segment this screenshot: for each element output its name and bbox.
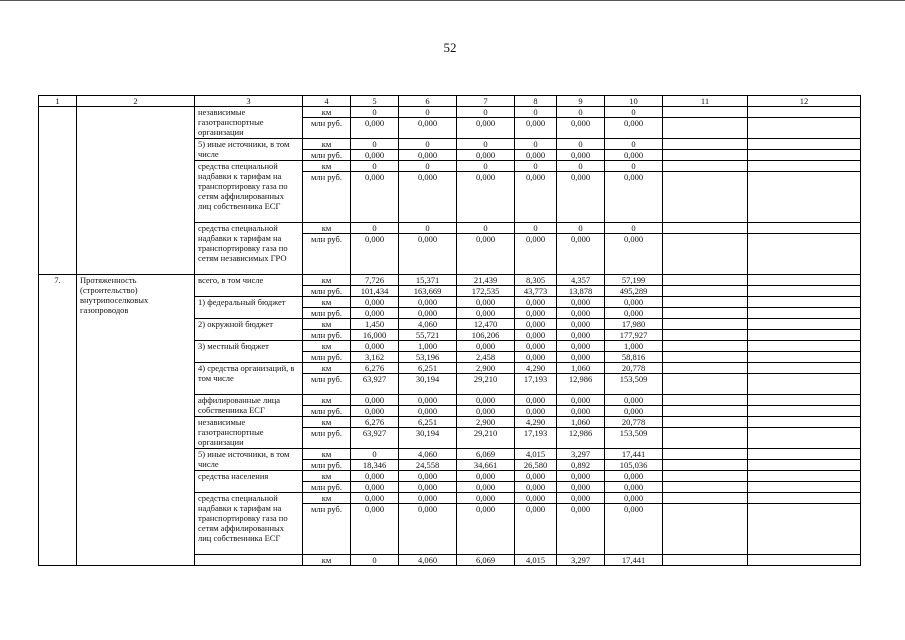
cell-value: 0,000 <box>557 308 605 319</box>
cell-unit: млн руб. <box>303 118 351 139</box>
cell-unit: млн руб. <box>303 406 351 417</box>
cell-value: 2,900 <box>457 417 515 428</box>
cell-value: 29,210 <box>457 428 515 449</box>
cell-value: 17,441 <box>605 449 663 460</box>
cell-value: 0,000 <box>399 504 457 555</box>
cell-unit: км <box>303 161 351 172</box>
cell-value: 4,015 <box>515 555 557 566</box>
cell-unit: км <box>303 471 351 482</box>
cell-value: 0,000 <box>557 482 605 493</box>
cell-value: 0,000 <box>515 341 557 352</box>
cell-value: 153,509 <box>605 428 663 449</box>
cell-value: 0,000 <box>457 395 515 406</box>
cell-empty <box>195 555 303 566</box>
cell-value: 0,000 <box>351 172 399 223</box>
cell-value: 0,000 <box>399 234 457 275</box>
cell-value: 3,162 <box>351 352 399 363</box>
cell-value: 0,000 <box>515 504 557 555</box>
cell-value: 0,000 <box>515 319 557 330</box>
cell-value: 101,434 <box>351 286 399 297</box>
cell-empty <box>748 118 861 139</box>
cell-unit: км <box>303 363 351 374</box>
cell-empty <box>748 150 861 161</box>
cell-empty <box>748 460 861 471</box>
cell-value: 0,000 <box>351 308 399 319</box>
cell-value: 0,000 <box>457 150 515 161</box>
cell-value: 0,000 <box>457 297 515 308</box>
cell-value: 106,206 <box>457 330 515 341</box>
cell-value: 13,878 <box>557 286 605 297</box>
cell-unit: млн руб. <box>303 150 351 161</box>
cell-unit: млн руб. <box>303 234 351 275</box>
cell-empty <box>748 417 861 428</box>
cell-value: 0 <box>515 223 557 234</box>
cell-value: 0,000 <box>515 297 557 308</box>
cell-source: 5) иные источники, в том числе <box>195 139 303 161</box>
cell-value: 21,439 <box>457 275 515 286</box>
cell-value: 0,000 <box>515 471 557 482</box>
cell-unit: км <box>303 449 351 460</box>
cell-value: 0 <box>515 161 557 172</box>
cell-value: 15,371 <box>399 275 457 286</box>
cell-empty <box>663 428 748 449</box>
cell-empty <box>748 172 861 223</box>
cell-empty <box>748 139 861 150</box>
cell-value: 12,986 <box>557 374 605 395</box>
cell-value: 0,000 <box>515 330 557 341</box>
cell-value: 0,000 <box>515 395 557 406</box>
cell-value: 18,346 <box>351 460 399 471</box>
cell-value: 1,060 <box>557 417 605 428</box>
cell-value: 0,000 <box>457 234 515 275</box>
cell-value: 0,000 <box>605 297 663 308</box>
header-cell: 11 <box>663 96 748 107</box>
cell-value: 17,193 <box>515 428 557 449</box>
cell-value: 0,000 <box>351 341 399 352</box>
cell-unit: км <box>303 319 351 330</box>
cell-value: 6,276 <box>351 363 399 374</box>
header-cell: 1 <box>39 96 77 107</box>
cell-value: 0,000 <box>457 308 515 319</box>
cell-empty <box>663 172 748 223</box>
cell-source: аффилированные лица собственника ЕСГ <box>195 395 303 417</box>
cell-source: средства специальной надбавки к тарифам на транспортировку газа по сетям независимых ГРО <box>195 223 303 275</box>
cell-empty <box>663 118 748 139</box>
cell-value: 105,036 <box>605 460 663 471</box>
cell-value: 0,000 <box>515 482 557 493</box>
funding-table <box>38 95 861 566</box>
cell-value: 0,892 <box>557 460 605 471</box>
cell-value: 0,000 <box>515 308 557 319</box>
cell-value: 0,000 <box>557 319 605 330</box>
cell-source: средства специальной надбавки к тарифам на транспортировку газа по сетям аффилированных лиц собственника ЕСГ <box>195 161 303 223</box>
cell-value: 0,000 <box>515 234 557 275</box>
cell-value: 0 <box>605 223 663 234</box>
cell-value: 0,000 <box>399 297 457 308</box>
cell-empty <box>663 493 748 504</box>
cell-value: 0 <box>557 223 605 234</box>
cell-value: 0,000 <box>351 150 399 161</box>
cell-value: 57,199 <box>605 275 663 286</box>
cell-value: 0,000 <box>605 504 663 555</box>
cell-value: 0,000 <box>457 118 515 139</box>
cell-empty <box>748 107 861 118</box>
cell-value: 0,000 <box>557 395 605 406</box>
cell-value: 0,000 <box>557 330 605 341</box>
cell-value: 1,060 <box>557 363 605 374</box>
cell-value: 3,297 <box>557 555 605 566</box>
header-cell: 5 <box>351 96 399 107</box>
cell-empty <box>663 286 748 297</box>
cell-value: 0,000 <box>605 234 663 275</box>
cell-value: 1,450 <box>351 319 399 330</box>
cell-value: 6,276 <box>351 417 399 428</box>
cell-value: 0,000 <box>557 471 605 482</box>
cell-value: 0 <box>399 107 457 118</box>
cell-value: 58,816 <box>605 352 663 363</box>
cell-empty <box>663 449 748 460</box>
cell-value: 0 <box>515 139 557 150</box>
cell-value: 16,000 <box>351 330 399 341</box>
cell-unit: км <box>303 417 351 428</box>
cell-value: 63,927 <box>351 374 399 395</box>
cell-empty <box>748 482 861 493</box>
cell-value: 0,000 <box>515 172 557 223</box>
top-rule <box>0 0 905 1</box>
cell-empty <box>663 139 748 150</box>
cell-value: 0,000 <box>557 234 605 275</box>
cell-empty <box>748 330 861 341</box>
cell-value: 0,000 <box>351 482 399 493</box>
cell-value: 17,441 <box>605 555 663 566</box>
cell-empty <box>748 395 861 406</box>
cell-source: 5) иные источники, в том числе <box>195 449 303 471</box>
cell-empty <box>748 308 861 319</box>
cell-value: 0,000 <box>399 482 457 493</box>
cell-value: 0,000 <box>457 406 515 417</box>
cell-empty <box>663 223 748 234</box>
cell-value: 1,000 <box>399 341 457 352</box>
cell-value: 0,000 <box>515 493 557 504</box>
cell-value: 0 <box>457 107 515 118</box>
cell-value: 0,000 <box>351 406 399 417</box>
cell-value: 8,305 <box>515 275 557 286</box>
cell-value: 0 <box>351 107 399 118</box>
cell-value: 4,290 <box>515 363 557 374</box>
cell-empty <box>663 161 748 172</box>
cell-value: 53,196 <box>399 352 457 363</box>
cell-value: 12,986 <box>557 428 605 449</box>
cell-value: 20,778 <box>605 363 663 374</box>
cell-empty <box>748 374 861 395</box>
cell-empty <box>748 555 861 566</box>
cell-indicator: Протяженность (строительство) внутрипоселковых газопроводов <box>77 275 195 566</box>
cell-value: 0,000 <box>557 341 605 352</box>
cell-value: 0,000 <box>399 395 457 406</box>
cell-empty <box>748 471 861 482</box>
cell-value: 24,558 <box>399 460 457 471</box>
cell-value: 0 <box>457 223 515 234</box>
cell-value: 0,000 <box>399 471 457 482</box>
cell-value: 0,000 <box>351 118 399 139</box>
cell-empty <box>663 275 748 286</box>
header-cell: 8 <box>515 96 557 107</box>
cell-value: 0,000 <box>351 493 399 504</box>
cell-empty <box>748 223 861 234</box>
cell-source: независимые газотранспортные организации <box>195 417 303 449</box>
header-row <box>39 96 861 107</box>
cell-value: 0,000 <box>457 341 515 352</box>
cell-empty <box>663 234 748 275</box>
cell-value: 0 <box>351 449 399 460</box>
cell-value: 4,357 <box>557 275 605 286</box>
cell-unit: млн руб. <box>303 482 351 493</box>
cell-empty <box>663 406 748 417</box>
cell-value: 0,000 <box>605 172 663 223</box>
cell-value: 0,000 <box>399 118 457 139</box>
cell-source: независимые газотранспортные организации <box>195 107 303 139</box>
cell-value: 0 <box>399 139 457 150</box>
cell-source: средства населения <box>195 471 303 493</box>
cell-empty <box>663 471 748 482</box>
cell-value: 0 <box>557 161 605 172</box>
cell-value: 0,000 <box>457 493 515 504</box>
cell-value: 0 <box>351 555 399 566</box>
header-cell: 2 <box>77 96 195 107</box>
cell-value: 4,015 <box>515 449 557 460</box>
header-cell: 4 <box>303 96 351 107</box>
cell-source: средства специальной надбавки к тарифам на транспортировку газа по сетям аффилированных лиц собственника ЕСГ <box>195 493 303 555</box>
cell-value: 0,000 <box>515 406 557 417</box>
cell-empty <box>748 234 861 275</box>
cell-empty <box>663 297 748 308</box>
cell-value: 0,000 <box>605 118 663 139</box>
cell-unit: млн руб. <box>303 172 351 223</box>
cell-value: 0,000 <box>457 504 515 555</box>
cell-value: 26,580 <box>515 460 557 471</box>
cell-value: 0,000 <box>351 471 399 482</box>
cell-empty <box>748 341 861 352</box>
cell-value: 177,927 <box>605 330 663 341</box>
cell-empty <box>748 449 861 460</box>
cell-source: всего, в том числе <box>195 275 303 297</box>
cell-value: 4,060 <box>399 449 457 460</box>
cell-empty <box>663 417 748 428</box>
cell-value: 2,458 <box>457 352 515 363</box>
cell-unit: км <box>303 493 351 504</box>
cell-value: 0,000 <box>515 118 557 139</box>
cell-value: 0,000 <box>515 352 557 363</box>
cell-value: 6,251 <box>399 417 457 428</box>
cell-value: 6,069 <box>457 555 515 566</box>
cell-value: 4,290 <box>515 417 557 428</box>
cell-value: 0,000 <box>605 471 663 482</box>
cell-value: 0 <box>605 139 663 150</box>
header-cell: 3 <box>195 96 303 107</box>
cell-value: 0 <box>351 223 399 234</box>
cell-item-number: 7. <box>39 275 77 566</box>
cell-value: 0,000 <box>351 297 399 308</box>
cell-value: 0,000 <box>399 406 457 417</box>
cell-unit: км <box>303 341 351 352</box>
cell-unit: млн руб. <box>303 504 351 555</box>
cell-empty <box>663 341 748 352</box>
cell-unit: млн руб. <box>303 460 351 471</box>
cell-empty <box>663 555 748 566</box>
cell-value: 30,194 <box>399 428 457 449</box>
table-row <box>39 107 861 118</box>
cell-value: 0 <box>557 107 605 118</box>
cell-value: 17,193 <box>515 374 557 395</box>
cell-empty <box>748 161 861 172</box>
cell-value: 495,289 <box>605 286 663 297</box>
cell-source: 4) средства организаций, в том числе <box>195 363 303 395</box>
cell-empty <box>663 504 748 555</box>
cell-value: 3,297 <box>557 449 605 460</box>
cell-value: 153,509 <box>605 374 663 395</box>
cell-value: 0 <box>457 139 515 150</box>
cell-value: 0,000 <box>351 395 399 406</box>
cell-unit: млн руб. <box>303 286 351 297</box>
cell-unit: млн руб. <box>303 330 351 341</box>
cell-value: 2,900 <box>457 363 515 374</box>
cell-value: 12,470 <box>457 319 515 330</box>
cell-value: 0,000 <box>605 482 663 493</box>
cell-empty <box>39 107 77 275</box>
cell-value: 0,000 <box>605 308 663 319</box>
cell-value: 63,927 <box>351 428 399 449</box>
cell-value: 0 <box>351 161 399 172</box>
cell-unit: млн руб. <box>303 308 351 319</box>
header-cell: 7 <box>457 96 515 107</box>
cell-empty <box>748 352 861 363</box>
cell-value: 0,000 <box>605 395 663 406</box>
cell-empty <box>663 107 748 118</box>
cell-value: 0 <box>605 161 663 172</box>
cell-empty <box>663 150 748 161</box>
cell-empty <box>748 493 861 504</box>
cell-empty <box>663 395 748 406</box>
cell-value: 17,980 <box>605 319 663 330</box>
cell-empty <box>663 363 748 374</box>
cell-value: 43,773 <box>515 286 557 297</box>
cell-unit: км <box>303 555 351 566</box>
cell-value: 0,000 <box>457 482 515 493</box>
cell-unit: км <box>303 107 351 118</box>
cell-empty <box>663 374 748 395</box>
cell-value: 0 <box>515 107 557 118</box>
cell-value: 0,000 <box>457 471 515 482</box>
cell-unit: км <box>303 223 351 234</box>
cell-value: 0 <box>399 161 457 172</box>
cell-unit: км <box>303 297 351 308</box>
cell-value: 0 <box>399 223 457 234</box>
cell-value: 30,194 <box>399 374 457 395</box>
cell-empty <box>748 363 861 374</box>
cell-value: 163,669 <box>399 286 457 297</box>
header-cell: 6 <box>399 96 457 107</box>
table-row <box>39 275 861 286</box>
cell-unit: км <box>303 275 351 286</box>
cell-empty <box>77 107 195 275</box>
cell-value: 34,661 <box>457 460 515 471</box>
cell-value: 0,000 <box>399 172 457 223</box>
cell-value: 0 <box>605 107 663 118</box>
cell-empty <box>748 275 861 286</box>
cell-value: 1,000 <box>605 341 663 352</box>
cell-empty <box>748 297 861 308</box>
cell-value: 0 <box>457 161 515 172</box>
cell-value: 0,000 <box>557 118 605 139</box>
cell-unit: млн руб. <box>303 352 351 363</box>
cell-unit: млн руб. <box>303 374 351 395</box>
cell-unit: млн руб. <box>303 428 351 449</box>
cell-value: 0,000 <box>457 172 515 223</box>
cell-empty <box>748 504 861 555</box>
cell-value: 0,000 <box>399 493 457 504</box>
cell-empty <box>663 352 748 363</box>
cell-value: 0,000 <box>557 504 605 555</box>
cell-value: 0 <box>557 139 605 150</box>
cell-value: 6,251 <box>399 363 457 374</box>
cell-value: 7,726 <box>351 275 399 286</box>
header-cell: 9 <box>557 96 605 107</box>
cell-value: 0,000 <box>557 172 605 223</box>
cell-value: 0,000 <box>351 504 399 555</box>
cell-source: 1) федеральный бюджет <box>195 297 303 319</box>
cell-value: 0,000 <box>515 150 557 161</box>
cell-unit: км <box>303 139 351 150</box>
cell-empty <box>663 482 748 493</box>
cell-value: 0,000 <box>557 406 605 417</box>
header-cell: 10 <box>605 96 663 107</box>
cell-value: 0,000 <box>399 150 457 161</box>
cell-empty <box>748 406 861 417</box>
cell-value: 0,000 <box>605 493 663 504</box>
cell-value: 0 <box>351 139 399 150</box>
cell-value: 20,778 <box>605 417 663 428</box>
cell-value: 0,000 <box>557 352 605 363</box>
cell-empty <box>663 308 748 319</box>
cell-empty <box>663 330 748 341</box>
cell-empty <box>748 286 861 297</box>
cell-value: 0,000 <box>605 406 663 417</box>
cell-value: 55,721 <box>399 330 457 341</box>
cell-value: 4,060 <box>399 319 457 330</box>
cell-value: 29,210 <box>457 374 515 395</box>
cell-empty <box>663 460 748 471</box>
page-number: 52 <box>443 40 457 55</box>
cell-value: 6,069 <box>457 449 515 460</box>
cell-value: 0,000 <box>557 150 605 161</box>
cell-empty <box>748 319 861 330</box>
cell-empty <box>748 428 861 449</box>
cell-empty <box>663 319 748 330</box>
cell-value: 4,060 <box>399 555 457 566</box>
cell-unit: км <box>303 395 351 406</box>
cell-value: 0,000 <box>605 150 663 161</box>
cell-value: 172,535 <box>457 286 515 297</box>
cell-value: 0,000 <box>557 493 605 504</box>
header-cell: 12 <box>748 96 861 107</box>
cell-value: 0,000 <box>399 308 457 319</box>
cell-value: 0,000 <box>351 234 399 275</box>
cell-value: 0,000 <box>557 297 605 308</box>
cell-source: 2) окружной бюджет <box>195 319 303 341</box>
cell-source: 3) местный бюджет <box>195 341 303 363</box>
